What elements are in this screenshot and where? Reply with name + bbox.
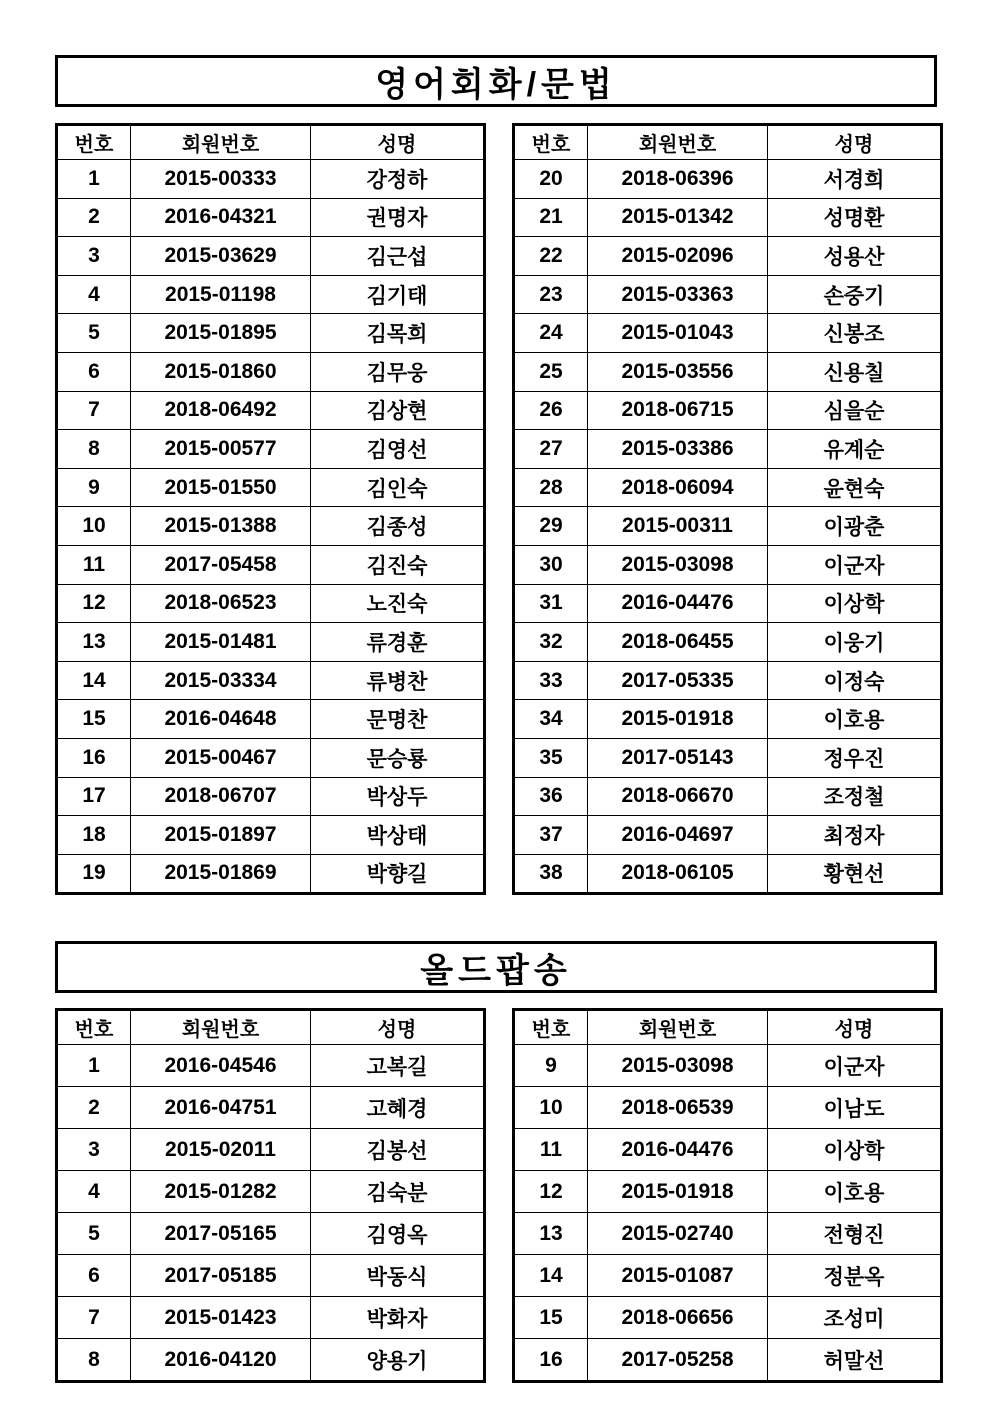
member-number-cell: 5 xyxy=(57,314,131,353)
member-id-cell: 2015-03098 xyxy=(588,545,768,584)
member-id-cell: 2015-00311 xyxy=(588,507,768,546)
member-name-cell: 김영선 xyxy=(311,430,485,469)
member-number-cell: 29 xyxy=(514,507,588,546)
section-title-box-oldpop xyxy=(55,941,937,993)
member-row xyxy=(514,545,942,584)
member-id-cell: 2018-06656 xyxy=(588,1297,768,1339)
member-id-cell: 2015-00467 xyxy=(131,738,311,777)
member-row xyxy=(514,352,942,391)
member-row xyxy=(514,1297,942,1339)
member-id-cell: 2018-06455 xyxy=(588,623,768,662)
member-id-cell: 2015-02096 xyxy=(588,237,768,276)
member-name-cell: 유계순 xyxy=(768,430,942,469)
member-number-cell: 15 xyxy=(514,1297,588,1339)
member-number-cell: 33 xyxy=(514,661,588,700)
member-row xyxy=(57,275,485,314)
member-id-cell: 2018-06715 xyxy=(588,391,768,430)
member-id-cell: 2018-06492 xyxy=(131,391,311,430)
member-row xyxy=(514,314,942,353)
english-member-rows-left xyxy=(57,160,485,894)
member-row xyxy=(57,1045,485,1087)
member-number-cell: 4 xyxy=(57,275,131,314)
member-number-cell: 13 xyxy=(57,623,131,662)
col-header-number: 번호 xyxy=(57,125,131,160)
member-number-cell: 36 xyxy=(514,777,588,816)
section-title-box-english xyxy=(55,55,937,107)
member-row xyxy=(514,1213,942,1255)
member-name-cell: 김인숙 xyxy=(311,468,485,507)
member-row xyxy=(514,777,942,816)
member-name-cell: 박화자 xyxy=(311,1297,485,1339)
member-name-cell: 이호용 xyxy=(768,1171,942,1213)
member-number-cell: 31 xyxy=(514,584,588,623)
member-row xyxy=(514,816,942,855)
member-id-cell: 2015-01918 xyxy=(588,700,768,739)
member-row xyxy=(57,777,485,816)
member-id-cell: 2018-06105 xyxy=(588,854,768,894)
member-id-cell: 2017-05185 xyxy=(131,1255,311,1297)
member-name-cell: 김무웅 xyxy=(311,352,485,391)
member-name-cell: 황현선 xyxy=(768,854,942,894)
member-number-cell: 2 xyxy=(57,198,131,237)
member-number-cell: 6 xyxy=(57,352,131,391)
member-number-cell: 25 xyxy=(514,352,588,391)
member-name-cell: 성명환 xyxy=(768,198,942,237)
member-name-cell: 정우진 xyxy=(768,738,942,777)
member-number-cell: 2 xyxy=(57,1087,131,1129)
member-number-cell: 19 xyxy=(57,854,131,894)
member-name-cell: 손중기 xyxy=(768,275,942,314)
member-row xyxy=(57,391,485,430)
member-id-cell: 2015-01481 xyxy=(131,623,311,662)
member-row xyxy=(514,1339,942,1382)
member-row xyxy=(57,430,485,469)
member-name-cell: 정분옥 xyxy=(768,1255,942,1297)
member-name-cell: 신봉조 xyxy=(768,314,942,353)
member-id-cell: 2016-04321 xyxy=(131,198,311,237)
member-number-cell: 35 xyxy=(514,738,588,777)
oldpop-member-table-right xyxy=(512,1008,943,1383)
member-name-cell: 고혜경 xyxy=(311,1087,485,1129)
member-number-cell: 15 xyxy=(57,700,131,739)
member-row xyxy=(514,1087,942,1129)
member-number-cell: 9 xyxy=(514,1045,588,1087)
member-number-cell: 9 xyxy=(57,468,131,507)
member-number-cell: 38 xyxy=(514,854,588,894)
member-number-cell: 16 xyxy=(514,1339,588,1382)
member-name-cell: 김영옥 xyxy=(311,1213,485,1255)
member-name-cell: 최정자 xyxy=(768,816,942,855)
member-row xyxy=(514,160,942,199)
member-id-cell: 2017-05258 xyxy=(588,1339,768,1382)
member-name-cell: 이웅기 xyxy=(768,623,942,662)
member-id-cell: 2017-05335 xyxy=(588,661,768,700)
member-name-cell: 박향길 xyxy=(311,854,485,894)
member-name-cell: 문명찬 xyxy=(311,700,485,739)
member-number-cell: 37 xyxy=(514,816,588,855)
member-name-cell: 양용기 xyxy=(311,1339,485,1382)
member-row xyxy=(57,1297,485,1339)
member-number-cell: 11 xyxy=(57,545,131,584)
col-header-number: 번호 xyxy=(514,125,588,160)
member-row xyxy=(57,1171,485,1213)
member-name-cell: 박상태 xyxy=(311,816,485,855)
member-name-cell: 김봉선 xyxy=(311,1129,485,1171)
member-number-cell: 28 xyxy=(514,468,588,507)
member-id-cell: 2015-01550 xyxy=(131,468,311,507)
member-name-cell: 김숙분 xyxy=(311,1171,485,1213)
member-number-cell: 32 xyxy=(514,623,588,662)
member-id-cell: 2018-06396 xyxy=(588,160,768,199)
col-header-name: 성명 xyxy=(311,125,485,160)
member-name-cell: 박상두 xyxy=(311,777,485,816)
member-number-cell: 12 xyxy=(57,584,131,623)
col-header-member-id: 회원번호 xyxy=(131,125,311,160)
member-row xyxy=(514,237,942,276)
member-number-cell: 17 xyxy=(57,777,131,816)
member-id-cell: 2018-06670 xyxy=(588,777,768,816)
member-row xyxy=(57,1087,485,1129)
member-row xyxy=(514,623,942,662)
member-row xyxy=(57,507,485,546)
member-number-cell: 6 xyxy=(57,1255,131,1297)
member-number-cell: 14 xyxy=(57,661,131,700)
member-row xyxy=(57,1255,485,1297)
member-id-cell: 2015-02740 xyxy=(588,1213,768,1255)
member-name-cell: 이광춘 xyxy=(768,507,942,546)
member-id-cell: 2015-01897 xyxy=(131,816,311,855)
member-id-cell: 2018-06539 xyxy=(588,1087,768,1129)
member-row xyxy=(57,854,485,894)
member-row xyxy=(514,430,942,469)
member-name-cell: 김종성 xyxy=(311,507,485,546)
member-id-cell: 2015-01282 xyxy=(131,1171,311,1213)
member-name-cell: 조성미 xyxy=(768,1297,942,1339)
member-name-cell: 김상현 xyxy=(311,391,485,430)
member-id-cell: 2018-06094 xyxy=(588,468,768,507)
member-row xyxy=(57,661,485,700)
member-name-cell: 이호용 xyxy=(768,700,942,739)
member-name-cell: 노진숙 xyxy=(311,584,485,623)
col-header-name: 성명 xyxy=(768,1010,942,1045)
member-name-cell: 이남도 xyxy=(768,1087,942,1129)
member-name-cell: 류경훈 xyxy=(311,623,485,662)
member-number-cell: 10 xyxy=(514,1087,588,1129)
member-name-cell: 김목희 xyxy=(311,314,485,353)
header-row xyxy=(57,125,485,160)
member-id-cell: 2015-00333 xyxy=(131,160,311,199)
member-number-cell: 3 xyxy=(57,1129,131,1171)
member-id-cell: 2017-05458 xyxy=(131,545,311,584)
member-id-cell: 2015-01043 xyxy=(588,314,768,353)
member-id-cell: 2015-03334 xyxy=(131,661,311,700)
member-row xyxy=(514,854,942,894)
member-row xyxy=(57,160,485,199)
member-row xyxy=(514,1045,942,1087)
member-row xyxy=(514,198,942,237)
member-id-cell: 2018-06707 xyxy=(131,777,311,816)
col-header-member-id: 회원번호 xyxy=(131,1010,311,1045)
member-number-cell: 20 xyxy=(514,160,588,199)
col-header-number: 번호 xyxy=(57,1010,131,1045)
oldpop-member-rows-right xyxy=(514,1045,942,1382)
member-id-cell: 2015-01087 xyxy=(588,1255,768,1297)
member-id-cell: 2015-01869 xyxy=(131,854,311,894)
member-row xyxy=(57,1129,485,1171)
member-row xyxy=(57,237,485,276)
member-number-cell: 4 xyxy=(57,1171,131,1213)
member-row xyxy=(514,738,942,777)
member-name-cell: 박동식 xyxy=(311,1255,485,1297)
col-header-member-id: 회원번호 xyxy=(588,1010,768,1045)
member-number-cell: 5 xyxy=(57,1213,131,1255)
member-id-cell: 2015-01895 xyxy=(131,314,311,353)
member-id-cell: 2017-05165 xyxy=(131,1213,311,1255)
header-row xyxy=(514,1010,942,1045)
member-name-cell: 김기태 xyxy=(311,275,485,314)
section-oldpop-class xyxy=(55,941,937,1383)
member-number-cell: 21 xyxy=(514,198,588,237)
member-row xyxy=(514,468,942,507)
member-id-cell: 2015-03363 xyxy=(588,275,768,314)
oldpop-member-table-left xyxy=(55,1008,486,1383)
member-number-cell: 23 xyxy=(514,275,588,314)
member-row xyxy=(57,545,485,584)
member-row xyxy=(514,584,942,623)
member-name-cell: 전형진 xyxy=(768,1213,942,1255)
member-name-cell: 이상학 xyxy=(768,1129,942,1171)
member-row xyxy=(57,352,485,391)
member-name-cell: 고복길 xyxy=(311,1045,485,1087)
col-header-name: 성명 xyxy=(311,1010,485,1045)
header-row xyxy=(514,125,942,160)
member-id-cell: 2016-04120 xyxy=(131,1339,311,1382)
section-english-class xyxy=(55,55,937,895)
member-number-cell: 13 xyxy=(514,1213,588,1255)
member-number-cell: 16 xyxy=(57,738,131,777)
member-number-cell: 3 xyxy=(57,237,131,276)
member-number-cell: 12 xyxy=(514,1171,588,1213)
member-number-cell: 8 xyxy=(57,1339,131,1382)
member-name-cell: 심을순 xyxy=(768,391,942,430)
member-row xyxy=(514,1255,942,1297)
member-id-cell: 2016-04648 xyxy=(131,700,311,739)
member-row xyxy=(57,700,485,739)
member-name-cell: 신용칠 xyxy=(768,352,942,391)
member-id-cell: 2016-04476 xyxy=(588,584,768,623)
member-row xyxy=(57,584,485,623)
member-id-cell: 2016-04697 xyxy=(588,816,768,855)
member-row xyxy=(514,1129,942,1171)
member-id-cell: 2017-05143 xyxy=(588,738,768,777)
member-id-cell: 2015-01198 xyxy=(131,275,311,314)
member-number-cell: 14 xyxy=(514,1255,588,1297)
member-row xyxy=(57,314,485,353)
member-row xyxy=(57,1339,485,1382)
member-row xyxy=(57,468,485,507)
member-number-cell: 11 xyxy=(514,1129,588,1171)
col-header-number: 번호 xyxy=(514,1010,588,1045)
oldpop-tables-row xyxy=(55,1008,937,1383)
member-row xyxy=(514,661,942,700)
english-member-table-right xyxy=(512,123,943,895)
col-header-member-id: 회원번호 xyxy=(588,125,768,160)
english-member-rows-right xyxy=(514,160,942,894)
member-name-cell: 성용산 xyxy=(768,237,942,276)
member-row xyxy=(57,1213,485,1255)
member-number-cell: 22 xyxy=(514,237,588,276)
english-tables-row xyxy=(55,123,937,895)
member-number-cell: 7 xyxy=(57,1297,131,1339)
member-number-cell: 27 xyxy=(514,430,588,469)
member-row xyxy=(57,738,485,777)
member-name-cell: 이군자 xyxy=(768,545,942,584)
member-name-cell: 강정하 xyxy=(311,160,485,199)
header-row xyxy=(57,1010,485,1045)
member-id-cell: 2015-03629 xyxy=(131,237,311,276)
member-number-cell: 30 xyxy=(514,545,588,584)
english-member-table-left xyxy=(55,123,486,895)
member-name-cell: 윤현숙 xyxy=(768,468,942,507)
member-number-cell: 1 xyxy=(57,160,131,199)
member-number-cell: 26 xyxy=(514,391,588,430)
member-name-cell: 김근섭 xyxy=(311,237,485,276)
member-id-cell: 2015-02011 xyxy=(131,1129,311,1171)
member-row xyxy=(514,507,942,546)
member-name-cell: 이군자 xyxy=(768,1045,942,1087)
member-number-cell: 34 xyxy=(514,700,588,739)
member-id-cell: 2018-06523 xyxy=(131,584,311,623)
member-id-cell: 2015-03556 xyxy=(588,352,768,391)
member-number-cell: 10 xyxy=(57,507,131,546)
section-title-oldpop: 올드팝송 xyxy=(420,951,572,990)
member-id-cell: 2015-03386 xyxy=(588,430,768,469)
member-id-cell: 2016-04751 xyxy=(131,1087,311,1129)
member-id-cell: 2015-00577 xyxy=(131,430,311,469)
member-id-cell: 2016-04476 xyxy=(588,1129,768,1171)
member-name-cell: 이상학 xyxy=(768,584,942,623)
member-id-cell: 2015-01342 xyxy=(588,198,768,237)
member-name-cell: 김진숙 xyxy=(311,545,485,584)
member-row xyxy=(57,816,485,855)
member-name-cell: 허말선 xyxy=(768,1339,942,1382)
member-row xyxy=(514,275,942,314)
col-header-name: 성명 xyxy=(768,125,942,160)
section-title-english: 영어회화/문법 xyxy=(375,65,617,104)
member-row xyxy=(514,391,942,430)
member-id-cell: 2015-01918 xyxy=(588,1171,768,1213)
member-number-cell: 8 xyxy=(57,430,131,469)
member-name-cell: 조정철 xyxy=(768,777,942,816)
member-id-cell: 2015-01423 xyxy=(131,1297,311,1339)
member-name-cell: 권명자 xyxy=(311,198,485,237)
member-name-cell: 문승룡 xyxy=(311,738,485,777)
member-number-cell: 18 xyxy=(57,816,131,855)
member-number-cell: 24 xyxy=(514,314,588,353)
member-number-cell: 1 xyxy=(57,1045,131,1087)
member-name-cell: 이정숙 xyxy=(768,661,942,700)
oldpop-member-rows-left xyxy=(57,1045,485,1382)
member-number-cell: 7 xyxy=(57,391,131,430)
member-name-cell: 서경희 xyxy=(768,160,942,199)
member-id-cell: 2015-01388 xyxy=(131,507,311,546)
member-id-cell: 2015-01860 xyxy=(131,352,311,391)
member-row xyxy=(514,1171,942,1213)
member-row xyxy=(514,700,942,739)
member-name-cell: 류병찬 xyxy=(311,661,485,700)
member-row xyxy=(57,198,485,237)
member-row xyxy=(57,623,485,662)
member-id-cell: 2016-04546 xyxy=(131,1045,311,1087)
member-id-cell: 2015-03098 xyxy=(588,1045,768,1087)
